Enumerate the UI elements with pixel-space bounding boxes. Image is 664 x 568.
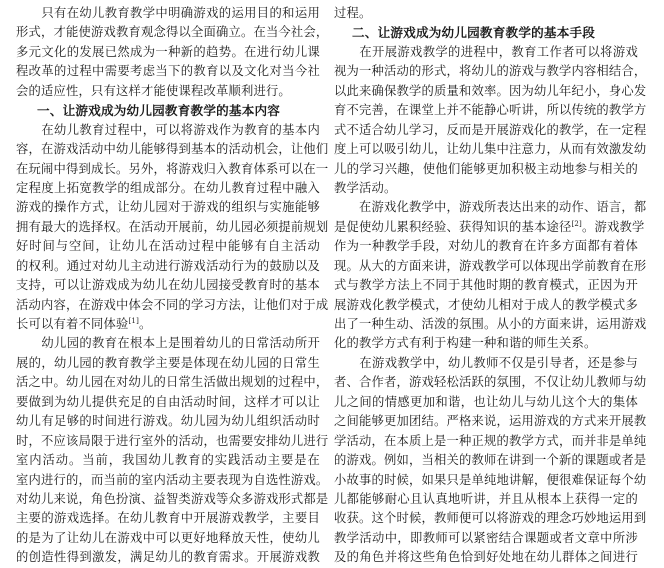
text-line: 在玩闹中得到成长。另外，将游戏归入教育体系可以在一 xyxy=(16,161,329,176)
section-heading-1: 一、让游戏成为幼儿园教育教学的基本内容 xyxy=(37,103,281,119)
text-line: 教学活动。 xyxy=(334,180,397,195)
right-column xyxy=(334,4,647,568)
text-line: 以此来确保教学的质量和效率。因为幼儿年纪小，身心发 xyxy=(334,83,647,98)
text-line: 对幼儿来说，角色扮演、益智类游戏等众多游戏形式都是 xyxy=(16,491,329,506)
text-span: 长可以有着不同体验 xyxy=(16,317,129,331)
text-line: 活之中。幼儿园在对幼儿的日常生活做出规划的过程中， xyxy=(16,375,329,390)
text-line: 化的教学方式有利于构建一种和谐的师生关系。 xyxy=(334,336,597,351)
text-line: 程改革的过程中需要考虑当下的教育以及文化对当今社 xyxy=(16,64,320,79)
text-line: 教学活动中，即教师可以紧密结合课题或者文章中所涉 xyxy=(334,530,638,545)
text-line: 现。从大的方面来讲，游戏教学可以体现出学前教育在形 xyxy=(334,258,647,273)
text-line: 之间能够更加团结。严格来说，运用游戏的方式来开展教 xyxy=(334,414,647,429)
citation-marker[interactable]: [1] xyxy=(128,316,139,325)
text-line: 展游戏化教学模式，才使幼儿相对于成人的教学模式多 xyxy=(334,297,638,312)
text-line: 育不完善，在课堂上并不能静心听讲，所以传统的教学方 xyxy=(334,103,647,118)
text-line: 主要的游戏选择。在幼儿教育中开展游戏教学，主要目 xyxy=(16,511,320,526)
text-line: 度上可以吸引幼儿，让幼儿集中注意力，从而有效激发幼 xyxy=(334,142,647,157)
text-line: 形式，才能使游戏教育观念得以全面确立。在当今社会， xyxy=(16,25,329,40)
section2-paragraph-1 xyxy=(334,43,647,199)
text-line: 者、合作者，游戏轻松活跃的氛围，不仅让幼儿教师与幼 xyxy=(334,375,647,390)
text-line: 儿的学习兴趣，使他们能够更加积极主动地参与相关的 xyxy=(334,161,638,176)
text-line: 容，在游戏活动中幼儿能够得到基本的活动机会，让他们 xyxy=(16,142,329,157)
text-line: 的权利。通过对幼儿主动进行游戏活动行为的鼓励以及 xyxy=(16,258,320,273)
text-line: 支持，可以让游戏成为幼儿在幼儿园接受教育时的基本 xyxy=(16,278,320,293)
text-line: 活动内容，在游戏中体会不同的学习方法，让他们对于成 xyxy=(16,297,329,312)
section2-paragraph-3 xyxy=(334,354,647,568)
text-span: 是促使幼儿累积经验、获得知识的基本途径 xyxy=(334,219,572,234)
section1-paragraph-2 xyxy=(16,334,329,567)
section1-paragraph-1 xyxy=(16,121,329,335)
text-line: 会的适应性，只有这样才能使课程改革顺利进行。 xyxy=(16,83,291,98)
text-line: 只有在幼儿教育教学中明确游戏的运用目的和运用 xyxy=(16,6,320,20)
text-span: 。游戏教学 xyxy=(581,219,645,234)
section2-paragraph-2 xyxy=(334,198,647,354)
text-line xyxy=(16,315,320,334)
text-line: 要做到为幼儿提供充足的自由活动时间，这样才可以让 xyxy=(16,394,320,409)
text-line: 学活动，在本质上是一种正规的教学方式，而并非是单纯 xyxy=(334,433,647,448)
citation-marker[interactable]: [2] xyxy=(571,219,582,228)
text-line: 过程。 xyxy=(334,6,372,20)
text-line: 在开展游戏教学的进程中，教育工作者可以将游戏 xyxy=(334,44,638,59)
section-heading-2: 二、让游戏成为幼儿园教育教学的基本手段 xyxy=(352,25,596,41)
text-line: 游戏的操作方式，让幼儿园对于游戏的组织与实施能够 xyxy=(16,200,320,215)
text-line: 作为一种教学手段，对幼儿的教育在许多方面都有着体 xyxy=(334,239,638,254)
text-line: 收获。这个时候，教师便可以将游戏的理念巧妙地运用到 xyxy=(334,511,647,526)
intro-paragraph xyxy=(16,4,329,101)
text-line: 在幼儿教育过程中，可以将游戏作为教育的基本内 xyxy=(16,122,320,137)
text-line: 视为一种活动的形式，将幼儿的游戏与教学内容相结合， xyxy=(334,64,647,79)
text-line: 的创造性得到激发，满足幼儿的教育需求。开展游戏教 xyxy=(16,550,320,565)
text-line: 幼儿有足够的时间进行游戏。幼儿园为幼儿组织活动时 xyxy=(16,414,320,429)
text-line: 在游戏化教学中，游戏所表达出来的动作、语言，都 xyxy=(334,200,647,215)
text-line: 幼儿园的教育在根本上是围着幼儿的日常活动所开 xyxy=(16,336,320,351)
text-line: 拥有最大的选择权。在活动开展前，幼儿园必须提前规划 xyxy=(16,219,329,234)
text-span: 。 xyxy=(139,317,152,331)
text-line: 好时间与空间，让幼儿在活动过程中能够有自主活动 xyxy=(16,239,320,254)
text-line: 及的角色并将这些角色恰到好处地在幼儿群体之间进行 xyxy=(334,550,638,565)
text-line: 小故事的时候，如果只是单纯地讲解，便很难保证每个幼 xyxy=(334,472,647,487)
text-line: 时，不应该局限于进行室外的活动，也需要安排幼儿进行 xyxy=(16,433,329,448)
text-line: 式与教学方法上不同于其他时期的教育模式，正因为开 xyxy=(334,278,638,293)
text-line: 的游戏。例如，当相关的教师在讲到一个新的课题或者是 xyxy=(334,453,647,468)
text-line: 儿都能够耐心且认真地听讲，并且从根本上获得一定的 xyxy=(334,491,638,506)
text-line: 多元文化的发展已然成为一种新的趋势。在进行幼儿课 xyxy=(16,44,320,59)
text-line: 在游戏教学中，幼儿教师不仅是引导者，还是参与 xyxy=(334,355,638,370)
text-line: 室内活动。当前，我国幼儿教育的实践活动主要是在 xyxy=(16,453,320,468)
text-line: 定程度上拓宽教学的组成部分。在幼儿教育过程中融入 xyxy=(16,180,320,195)
text-line: 式不适合幼儿学习，反而是开展游戏化的教学，在一定程 xyxy=(334,122,647,137)
text-line: 出了一种生动、活泼的氛围。从小的方面来讲，运用游戏 xyxy=(334,317,647,331)
text-line: 展的，幼儿园的教育教学主要是体现在幼儿园的日常生 xyxy=(16,355,320,370)
left-column xyxy=(16,4,329,568)
text-line: 儿之间的情感更加和谐，也让幼儿与幼儿这个大的集体 xyxy=(334,394,638,409)
text-line xyxy=(334,218,645,237)
text-line: 室内进行的，而当前的室内活动主要表现为自选性游戏。 xyxy=(16,472,329,487)
text-line: 的是为了让幼儿在游戏中可以更好地释放天性，使幼儿 xyxy=(16,530,320,545)
